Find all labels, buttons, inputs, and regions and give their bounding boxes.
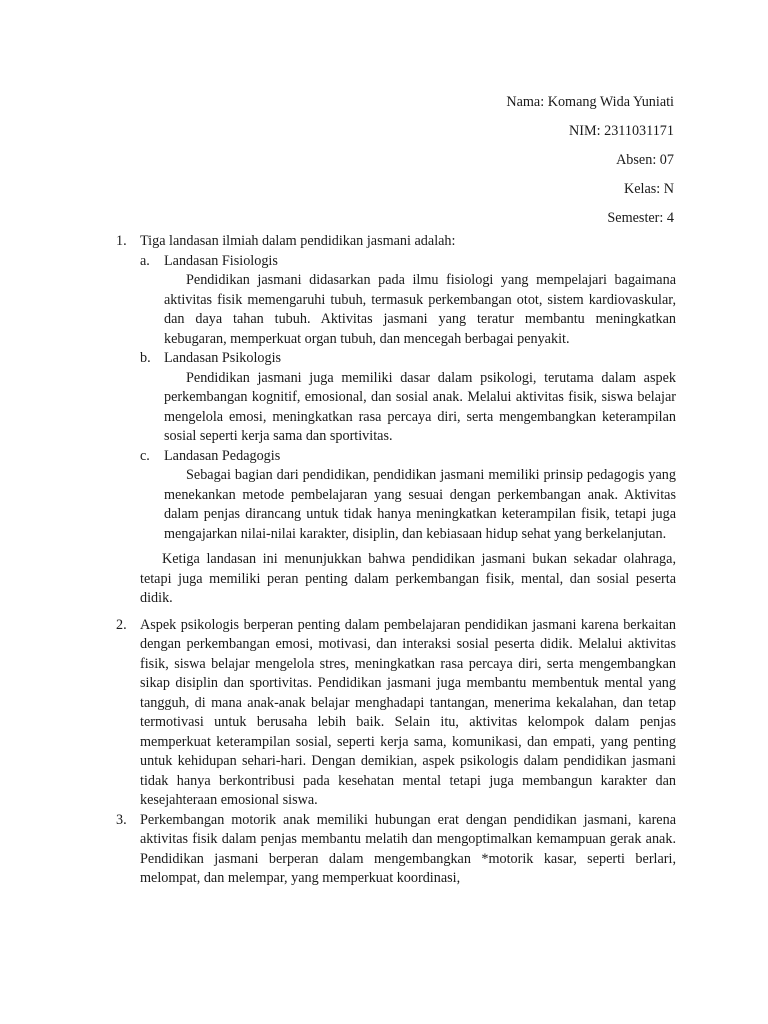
subsection-letter: b. (140, 350, 151, 366)
question-3-paragraph: Perkembangan motorik anak memiliki hubungan erat dengan pendidikan jasmani, karena aktivitas fisik dalam penjas membantu melatih dan mengoptimalkan kemampuan gerak anak. Pendidikan jasmani berperan dalam mengembangkan *motorik kasar, seperti berlari, melompat, dan melempar, yang memperkuat koordinasi, (140, 811, 676, 886)
student-absen: Absen: 07 (616, 152, 674, 168)
question-3 (116, 811, 676, 889)
student-name: Nama: Komang Wida Yuniati (506, 94, 674, 110)
subsection-letter: a. (140, 252, 150, 269)
student-kelas: Kelas: N (623, 181, 674, 197)
subsection-title: Landasan Fisiologis (164, 252, 278, 269)
subsection-title: Landasan Pedagogis (164, 447, 281, 464)
subsection-paragraph: Sebagai bagian dari pendidikan, pendidikan jasmani memiliki prinsip pedagogis yang menekankan metode pembelajaran yang sesuai dengan perkembangan anak. Aktivitas dalam penjas dirancang untuk tidak hanya meningkatkan keterampilan fisik, tetapi juga mengajarkan nilai-nilai karakter, disiplin, dan kebiasaan hidup sehat yang berkelanjutan. (164, 467, 676, 542)
subsection-c (140, 447, 676, 545)
question-1-intro: Tiga landasan ilmiah dalam pendidikan jasmani adalah: (140, 233, 456, 249)
subsection-a (140, 252, 676, 350)
student-nim: NIM: 2311031171 (569, 123, 674, 139)
question-number: 3. (116, 811, 127, 828)
question-number: 2. (116, 616, 127, 633)
subsection-paragraph: Pendidikan jasmani didasarkan pada ilmu fisiologi yang mempelajari bagaimana aktivitas fisik memengaruhi tubuh, termasuk perkembangan otot, sistem kardiovaskular, dan daya tahan tubuh. Aktivitas jasmani yang teratur membantu meningkatkan kebugaran, memperkuat organ tubuh, dan mencegah berbagai penyakit. (164, 272, 676, 347)
subsection-title: Landasan Psikologis (164, 350, 282, 366)
subsection-paragraph: Pendidikan jasmani juga memiliki dasar dalam psikologi, terutama dalam aspek perkembangan kognitif, emosional, dan sosial anak. Melalui aktivitas fisik, siswa belajar mengelola emosi, meningkatkan rasa percaya diri, serta mengembangkan keterampilan sosial seperti kerja sama dan sportivitas. (164, 369, 676, 444)
document-body (116, 232, 676, 889)
student-info-header (506, 88, 674, 233)
subsection-letter: c. (140, 447, 150, 464)
subsection-b (140, 349, 676, 447)
question-2-paragraph: Aspek psikologis berperan penting dalam pembelajaran pendidikan jasmani karena berkaitan dengan perkembangan emosi, motivasi, dan interaksi sosial peserta didik. Melalui aktivitas fisik, siswa belajar mengelola stres, meningkatkan rasa percaya diri, serta mengembangkan sikap disiplin dan sportivitas. Pendidikan jasmani juga membantu membentuk mental yang tangguh, di mana anak-anak belajar menghadapi tantangan, menerima kekalahan, dan tetap termotivasi untuk berusaha lebih baik. Selain itu, aktivitas kelompok dalam penjas memperkuat keterampilan sosial, seperti kerja sama, komunikasi, dan empati, yang penting untuk kehidupan sehari-hari. Dengan demikian, aspek psikologis dalam pendidikan jasmani tidak hanya berkontribusi pada kesehatan mental tetapi juga membangun karakter dan kesejahteraan emosional siswa. (140, 616, 676, 808)
question-1 (116, 232, 676, 609)
question-2 (116, 616, 676, 811)
question-number: 1. (116, 233, 127, 249)
question-1-conclusion: Ketiga landasan ini menunjukkan bahwa pendidikan jasmani bukan sekadar olahraga, tetapi juga memiliki peran penting dalam perkembangan fisik, mental, dan sosial peserta didik. (140, 551, 676, 606)
student-semester: Semester: 4 (607, 210, 674, 226)
